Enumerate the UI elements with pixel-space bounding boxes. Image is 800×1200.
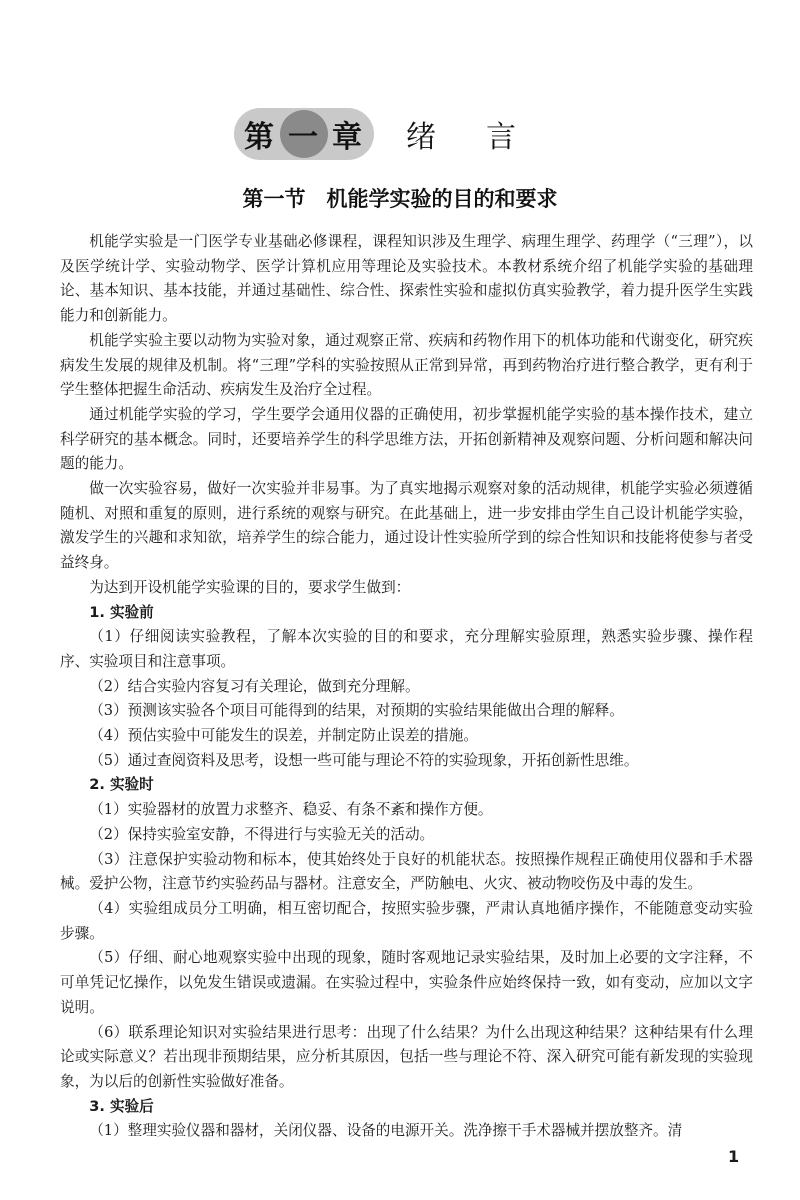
chapter-label-prefix: 第 [244,120,276,155]
page-number: 1 [728,1147,740,1166]
chapter-label-badge [234,108,374,160]
list-item: （2）保持实验室安静，不得进行与实验无关的活动。 [89,825,435,843]
paragraph: 为达到开设机能学实验课的目的，要求学生做到： [89,578,411,596]
subheading-during-experiment: 2. 实验时 [89,776,154,794]
subheading-after-experiment: 3. 实验后 [89,1097,154,1115]
paragraph: 机能学实验是一门医学专业基础必修课程，课程知识涉及生理学、病理生理学、药理学（“三理”），以及医学统计学、实验动物学、医学计算机应用等理论及实验技术。本教材系统介绍了机能学实验的基础理论、基本知识、基本技能，并通过基础性、综合性、探索性实验和虚拟仿真实验教学，着力提升医学生实践能力和创新能力。 [60,233,753,325]
list-item: （4）预估实验中可能发生的误差，并制定防止误差的措施。 [89,727,478,745]
body-text [60,230,753,1144]
list-item: （2）结合实验内容复习有关理论，做到充分理解。 [89,677,420,695]
list-item: （1）实验器材的放置力求整齐、稳妥、有条不紊和操作方便。 [89,801,493,819]
section-title: 第一节 机能学实验的目的和要求 [242,187,558,211]
paragraph: 机能学实验主要以动物为实验对象，通过观察正常、疾病和药物作用下的机体功能和代谢变化，研究疾病发生发展的规律及机制。将“三理”学科的实验按照从正常到异常，再到药物治疗进行整合教学，更有利于学生整体把握生命活动、疾病发生及治疗全过程。 [60,331,753,399]
list-item: （5）通过查阅资料及思考，设想一些可能与理论不符的实验现象，开拓创新性思维。 [89,751,639,769]
list-item: （3）预测该实验各个项目可能得到的结果，对预期的实验结果能做出合理的解释。 [89,702,624,720]
paragraph: 通过机能学实验的学习，学生要学会通用仪器的正确使用，初步掌握机能学实验的基本操作技术，建立科学研究的基本概念。同时，还要培养学生的科学思维方法，开拓创新精神及观察问题、分析问题和解决问题的能力。 [60,405,753,473]
list-item: （1）仔细阅读实验教程，了解本次实验的目的和要求，充分理解实验原理，熟悉实验步骤、操作程序、实验项目和注意事项。 [60,628,753,670]
list-item: （3）注意保护实验动物和标本，使其始终处于良好的机能状态。按照操作规程正确使用仪器和手术器械。爱护公物，注意节约实验药品与器材。注意安全，严防触电、火灾、被动物咬伤及中毒的发生。 [60,850,753,893]
chapter-heading [0,108,800,160]
paragraph: 做一次实验容易，做好一次实验并非易事。为了真实地揭示观察对象的活动规律，机能学实验必须遵循随机、对照和重复的原则，进行系统的观察与研究。在此基础上，进一步安排由学生自己设计机能学实验，激发学生的兴趣和求知欲，培养学生的综合能力，通过设计性实验所学到的综合性知识和技能将使参与者受益终身。 [60,480,753,572]
list-item: （5）仔细、耐心地观察实验中出现的现象，随时客观地记录实验结果，及时加上必要的文字注释，不可单凭记忆操作，以免发生错误或遗漏。在实验过程中，实验条件应始终保持一致，如有变动，应加以文字说明。 [60,949,753,1016]
chapter-label-suffix: 章 [332,120,364,155]
chapter-title: 绪言 [406,120,566,155]
subheading-before-experiment: 1. 实验前 [89,603,154,621]
list-item: （4）实验组成员分工明确，相互密切配合，按照实验步骤，严肃认真地循序操作，不能随意变动实验步骤。 [60,899,753,942]
list-item: （1）整理实验仪器和器材，关闭仪器、设备的电源开关。洗净擦干手术器械并摆放整齐。清 [89,1122,683,1140]
list-item: （6）联系理论知识对实验结果进行思考：出现了什么结果？为什么出现这种结果？这种结果有什么理论或实际意义？若出现非预期结果，应分析其原因，包括一些与理论不符、深入研究可能有新发现的实验现象，为以后的创新性实验做好准备。 [60,1023,753,1090]
chapter-label-number: 一 [280,110,328,158]
